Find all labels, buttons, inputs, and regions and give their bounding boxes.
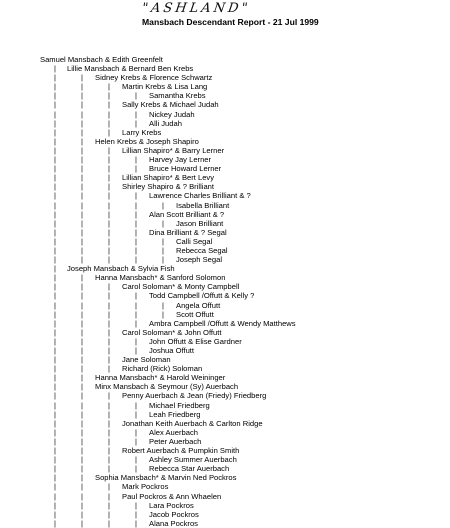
tree-connector: | <box>135 164 137 174</box>
tree-connector: | <box>108 418 110 428</box>
tree-connector: | <box>108 173 110 183</box>
tree-row <box>40 282 450 291</box>
tree-connector: | <box>108 218 110 228</box>
tree-row <box>40 519 450 528</box>
tree-connector: | <box>135 400 137 410</box>
tree-connector: | <box>108 518 110 528</box>
tree-connector: | <box>54 364 56 374</box>
tree-connector: | <box>81 346 83 355</box>
tree-connector: | <box>108 455 110 465</box>
tree-connector: | <box>54 464 56 474</box>
tree-row <box>40 410 450 419</box>
tree-connector: | <box>54 155 56 165</box>
tree-connector: | <box>108 100 110 110</box>
person-entry: Alan Scott Brilliant & ? <box>149 209 225 219</box>
tree-connector: | <box>108 491 110 501</box>
tree-row <box>40 100 450 109</box>
tree-row <box>40 337 450 346</box>
tree-row <box>40 391 450 400</box>
tree-row <box>40 355 450 364</box>
tree-row <box>40 401 450 410</box>
person-entry: Jason Brilliant <box>176 218 224 228</box>
tree-connector: | <box>135 464 137 474</box>
tree-connector: | <box>108 255 110 265</box>
tree-connector: | <box>162 236 164 246</box>
tree-connector: | <box>54 446 56 456</box>
tree-row <box>40 419 450 428</box>
tree-connector: | <box>54 182 56 192</box>
tree-connector: | <box>135 309 137 319</box>
tree-connector: | <box>54 218 56 228</box>
tree-connector: | <box>54 436 56 446</box>
person-entry: Joseph Mansbach & Sylvia Fish <box>67 264 175 274</box>
tree-connector: | <box>54 109 56 119</box>
person-entry: Ashley Summer Auerbach <box>149 455 237 465</box>
tree-connector: | <box>54 500 56 510</box>
tree-connector: | <box>108 355 110 365</box>
tree-row <box>40 128 450 137</box>
tree-connector: | <box>54 191 56 201</box>
tree-connector: | <box>81 236 83 246</box>
tree-connector: | <box>135 218 137 228</box>
tree-connector: | <box>135 191 137 201</box>
person-entry: Alana Pockros <box>149 518 198 528</box>
tree-connector: | <box>54 255 56 265</box>
tree-connector: | <box>81 327 83 337</box>
tree-connector: | <box>81 318 83 328</box>
tree-connector: | <box>54 509 56 519</box>
tree-connector: | <box>81 309 83 319</box>
tree-connector: | <box>81 118 83 128</box>
tree-connector: | <box>81 373 83 383</box>
tree-row <box>40 346 450 355</box>
tree-connector: | <box>108 191 110 201</box>
person-entry: Sally Krebs & Michael Judah <box>122 100 219 110</box>
tree-connector: | <box>54 209 56 219</box>
tree-connector: | <box>81 173 83 183</box>
tree-connector: | <box>54 127 56 137</box>
tree-connector: | <box>54 318 56 328</box>
tree-connector: | <box>81 364 83 374</box>
tree-connector: | <box>135 336 137 346</box>
tree-connector: | <box>54 391 56 401</box>
person-entry: Samuel Mansbach & Edith Greenfelt <box>40 55 163 64</box>
person-entry: Todd Campbell /Offutt & Kelly ? <box>149 291 255 301</box>
tree-connector: | <box>135 300 137 310</box>
tree-connector: | <box>108 409 110 419</box>
person-entry: Bruce Howard Lerner <box>149 164 222 174</box>
tree-connector: | <box>54 173 56 183</box>
tree-connector: | <box>108 209 110 219</box>
report-title: Mansbach Descendant Report - 21 Jul 1999 <box>142 17 319 27</box>
tree-connector: | <box>81 409 83 419</box>
person-entry: Mark Pockros <box>122 482 169 492</box>
tree-connector: | <box>135 291 137 301</box>
tree-connector: | <box>108 482 110 492</box>
tree-connector: | <box>54 145 56 155</box>
tree-connector: | <box>54 409 56 419</box>
person-entry: Larry Krebs <box>122 127 162 137</box>
tree-connector: | <box>135 427 137 437</box>
tree-connector: | <box>54 100 56 110</box>
tree-row <box>40 228 450 237</box>
tree-connector: | <box>81 227 83 237</box>
person-entry: Paul Pockros & Ann Whaelen <box>122 491 222 501</box>
tree-row <box>40 301 450 310</box>
tree-connector: | <box>54 455 56 465</box>
tree-connector: | <box>108 400 110 410</box>
tree-connector: | <box>162 218 164 228</box>
tree-row <box>40 246 450 255</box>
tree-connector: | <box>54 245 56 255</box>
tree-connector: | <box>108 309 110 319</box>
tree-connector: | <box>81 282 83 292</box>
tree-connector: | <box>135 455 137 465</box>
tree-row <box>40 237 450 246</box>
tree-connector: | <box>81 91 83 101</box>
person-entry: Ambra Campbell /Offutt & Wendy Matthews <box>149 318 296 328</box>
tree-connector: | <box>81 82 83 92</box>
tree-connector: | <box>54 291 56 301</box>
tree-row <box>40 191 450 200</box>
person-entry: Rebecca Star Auerbach <box>149 464 230 474</box>
person-entry: Lillian Shapiro* & Barry Lerner <box>122 145 225 155</box>
tree-connector: | <box>108 164 110 174</box>
tree-connector: | <box>108 200 110 210</box>
tree-connector: | <box>54 300 56 310</box>
tree-connector: | <box>108 346 110 355</box>
tree-row <box>40 264 450 273</box>
tree-connector: | <box>81 455 83 465</box>
tree-row <box>40 210 450 219</box>
person-entry: Michael Friedberg <box>149 400 210 410</box>
person-entry: Sophia Mansbach* & Marvin Ned Pockros <box>95 473 237 483</box>
tree-connector: | <box>81 427 83 437</box>
tree-connector: | <box>81 182 83 192</box>
person-entry: Calli Segal <box>176 236 213 246</box>
tree-row <box>40 110 450 119</box>
person-entry: Richard (Rick) Soloman <box>122 364 203 374</box>
tree-connector: | <box>135 227 137 237</box>
tree-connector: | <box>135 436 137 446</box>
tree-connector: | <box>135 245 137 255</box>
tree-connector: | <box>108 91 110 101</box>
tree-row <box>40 255 450 264</box>
tree-connector: | <box>54 200 56 210</box>
tree-row <box>40 310 450 319</box>
tree-connector: | <box>162 200 164 210</box>
person-entry: Peter Auerbach <box>149 436 202 446</box>
tree-connector: | <box>135 200 137 210</box>
tree-connector: | <box>135 346 137 355</box>
tree-connector: | <box>81 127 83 137</box>
tree-connector: | <box>135 236 137 246</box>
tree-connector: | <box>81 473 83 483</box>
tree-connector: | <box>81 291 83 301</box>
tree-connector: | <box>81 418 83 428</box>
tree-row <box>40 146 450 155</box>
tree-row <box>40 73 450 82</box>
person-entry: Lillie Mansbach & Bernard Ben Krebs <box>67 64 194 74</box>
tree-connector: | <box>135 209 137 219</box>
tree-connector: | <box>81 100 83 110</box>
tree-row <box>40 382 450 391</box>
tree-connector: | <box>54 273 56 283</box>
tree-connector: | <box>54 91 56 101</box>
person-entry: Hanna Mansbach* & Harold Weininger <box>95 373 226 383</box>
tree-connector: | <box>54 418 56 428</box>
person-entry: Jonathan Keith Auerbach & Carlton Ridge <box>122 418 263 428</box>
tree-row <box>40 201 450 210</box>
tree-connector: | <box>81 164 83 174</box>
tree-row <box>40 182 450 191</box>
tree-connector: | <box>135 118 137 128</box>
tree-connector: | <box>54 227 56 237</box>
person-entry: Hanna Mansbach* & Sanford Solomon <box>95 273 226 283</box>
person-entry: Jane Soloman <box>122 355 171 365</box>
tree-row <box>40 437 450 446</box>
tree-connector: | <box>135 500 137 510</box>
tree-connector: | <box>108 227 110 237</box>
tree-connector: | <box>108 145 110 155</box>
person-entry: Jacob Pockros <box>149 509 199 519</box>
tree-connector: | <box>108 436 110 446</box>
tree-row <box>40 446 450 455</box>
tree-row <box>40 119 450 128</box>
tree-connector: | <box>81 300 83 310</box>
tree-row <box>40 364 450 373</box>
tree-connector: | <box>54 336 56 346</box>
person-entry: Helen Krebs & Joseph Shapiro <box>95 136 199 146</box>
tree-connector: | <box>54 264 56 274</box>
person-entry: Isabella Brilliant <box>176 200 230 210</box>
tree-row <box>40 219 450 228</box>
person-entry: Scott Offutt <box>176 309 214 319</box>
tree-row <box>40 319 450 328</box>
tree-connector: | <box>54 282 56 292</box>
tree-row <box>40 273 450 282</box>
tree-connector: | <box>108 155 110 165</box>
person-entry: Alex Auerbach <box>149 427 198 437</box>
tree-connector: | <box>108 446 110 456</box>
tree-row <box>40 55 450 64</box>
tree-connector: | <box>81 336 83 346</box>
tree-connector: | <box>54 355 56 365</box>
tree-connector: | <box>108 127 110 137</box>
person-entry: John Offutt & Elise Gardner <box>149 336 242 346</box>
tree-row <box>40 473 450 482</box>
tree-row <box>40 291 450 300</box>
tree-connector: | <box>81 482 83 492</box>
tree-connector: | <box>54 309 56 319</box>
person-entry: Robert Auerbach & Pumpkin Smith <box>122 446 240 456</box>
tree-connector: | <box>162 245 164 255</box>
tree-connector: | <box>81 209 83 219</box>
person-entry: Penny Auerbach & Jean (Friedy) Friedberg <box>122 391 267 401</box>
tree-connector: | <box>81 109 83 119</box>
tree-connector: | <box>81 436 83 446</box>
tree-connector: | <box>81 145 83 155</box>
tree-connector: | <box>54 136 56 146</box>
tree-connector: | <box>108 500 110 510</box>
tree-connector: | <box>108 509 110 519</box>
tree-connector: | <box>81 73 83 83</box>
person-entry: Minx Mansbach & Seymour (Sy) Auerbach <box>95 382 239 392</box>
tree-connector: | <box>108 118 110 128</box>
tree-connector: | <box>81 509 83 519</box>
person-entry: Nickey Judah <box>149 109 195 119</box>
tree-connector: | <box>108 182 110 192</box>
person-entry: Dina Brilliant & ? Segal <box>149 227 227 237</box>
tree-connector: | <box>108 109 110 119</box>
tree-connector: | <box>54 73 56 83</box>
tree-row <box>40 173 450 182</box>
tree-connector: | <box>135 109 137 119</box>
tree-connector: | <box>54 482 56 492</box>
tree-connector: | <box>54 346 56 355</box>
tree-row <box>40 501 450 510</box>
person-entry: Angela Offutt <box>176 300 221 310</box>
tree-connector: | <box>81 191 83 201</box>
tree-connector: | <box>81 273 83 283</box>
tree-row <box>40 137 450 146</box>
tree-connector: | <box>81 200 83 210</box>
person-entry: Carol Soloman* & Monty Campbell <box>122 282 240 292</box>
person-entry: Lillian Shapiro* & Bert Levy <box>122 173 215 183</box>
tree-connector: | <box>81 255 83 265</box>
tree-row <box>40 91 450 100</box>
tree-row <box>40 373 450 382</box>
tree-row <box>40 164 450 173</box>
person-entry: Lara Pockros <box>149 500 194 510</box>
tree-connector: | <box>108 464 110 474</box>
tree-connector: | <box>81 136 83 146</box>
descendant-tree <box>40 55 450 528</box>
person-entry: Samantha Krebs <box>149 91 206 101</box>
tree-connector: | <box>81 391 83 401</box>
tree-connector: | <box>108 282 110 292</box>
tree-row <box>40 510 450 519</box>
tree-connector: | <box>54 491 56 501</box>
person-entry: Shirley Shapiro & ? Brilliant <box>122 182 215 192</box>
tree-row <box>40 64 450 73</box>
tree-connector: | <box>135 318 137 328</box>
tree-connector: | <box>54 382 56 392</box>
tree-row <box>40 482 450 491</box>
tree-connector: | <box>81 464 83 474</box>
tree-connector: | <box>54 118 56 128</box>
tree-connector: | <box>108 364 110 374</box>
tree-connector: | <box>54 518 56 528</box>
tree-connector: | <box>108 336 110 346</box>
tree-connector: | <box>135 91 137 101</box>
person-entry: Harvey Jay Lerner <box>149 155 212 165</box>
person-entry: Lawrence Charles Brilliant & ? <box>149 191 251 201</box>
tree-row <box>40 464 450 473</box>
tree-connector: | <box>162 300 164 310</box>
tree-connector: | <box>54 373 56 383</box>
tree-connector: | <box>108 291 110 301</box>
tree-connector: | <box>108 318 110 328</box>
tree-connector: | <box>108 82 110 92</box>
person-entry: Sidney Krebs & Florence Schwartz <box>95 73 213 83</box>
person-entry: Joseph Segal <box>176 255 223 265</box>
tree-connector: | <box>108 245 110 255</box>
person-entry: Rebecca Segal <box>176 245 228 255</box>
tree-connector: | <box>81 518 83 528</box>
tree-connector: | <box>135 255 137 265</box>
tree-connector: | <box>108 327 110 337</box>
tree-connector: | <box>135 155 137 165</box>
person-entry: Martin Krebs & Lisa Lang <box>122 82 208 92</box>
tree-connector: | <box>108 427 110 437</box>
person-entry: Leah Friedberg <box>149 409 201 419</box>
tree-connector: | <box>135 509 137 519</box>
tree-connector: | <box>54 164 56 174</box>
tree-connector: | <box>81 245 83 255</box>
handwritten-note: "ASHLAND" <box>140 1 252 16</box>
tree-row <box>40 492 450 501</box>
tree-row <box>40 455 450 464</box>
tree-connector: | <box>54 327 56 337</box>
tree-connector: | <box>108 391 110 401</box>
tree-connector: | <box>135 409 137 419</box>
tree-connector: | <box>135 518 137 528</box>
tree-connector: | <box>54 64 56 74</box>
tree-connector: | <box>54 427 56 437</box>
tree-connector: | <box>81 491 83 501</box>
tree-connector: | <box>162 309 164 319</box>
tree-connector: | <box>54 400 56 410</box>
tree-connector: | <box>81 218 83 228</box>
tree-connector: | <box>81 382 83 392</box>
person-entry: Alli Judah <box>149 118 182 128</box>
person-entry: Joshua Offutt <box>149 346 195 355</box>
tree-connector: | <box>108 236 110 246</box>
tree-row <box>40 82 450 91</box>
tree-connector: | <box>54 82 56 92</box>
tree-connector: | <box>81 155 83 165</box>
tree-connector: | <box>81 500 83 510</box>
tree-connector: | <box>162 255 164 265</box>
tree-connector: | <box>54 473 56 483</box>
tree-row <box>40 428 450 437</box>
tree-row <box>40 328 450 337</box>
tree-connector: | <box>81 400 83 410</box>
tree-connector: | <box>81 355 83 365</box>
tree-connector: | <box>81 446 83 456</box>
tree-connector: | <box>54 236 56 246</box>
tree-row <box>40 155 450 164</box>
tree-connector: | <box>108 300 110 310</box>
person-entry: Carol Soloman* & John Offutt <box>122 327 222 337</box>
